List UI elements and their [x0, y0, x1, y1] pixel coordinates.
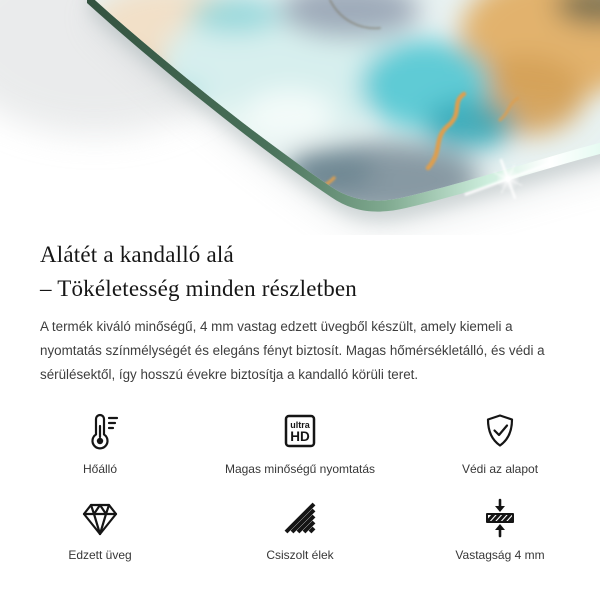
feature-label: Védi az alapot — [461, 462, 539, 476]
heading-line-2: – Tökéletesség minden részletben — [40, 276, 358, 301]
heading-line-1: Alátét a kandalló alá — [40, 242, 234, 267]
feature-tempered-glass — [0, 496, 200, 562]
feature-grid — [0, 410, 600, 562]
shield-check-icon — [478, 410, 522, 454]
feature-label: Edzett üveg — [68, 548, 132, 562]
product-description-section — [0, 235, 600, 387]
feature-ultra-hd-print — [200, 410, 400, 476]
ultra-hd-icon — [278, 410, 322, 454]
product-description-text: A termék kiváló minőségű, 4 mm vastag edzett üvegből készült, amely kiemeli a nyomtatás színmélységét és elegáns fényt biztosít. Magas hőmérsékletálló, és védi a sérülésektől, így hosszú évekre biztosítja a kandalló körüli teret. — [40, 319, 545, 382]
feature-label: Vastagság 4 mm — [455, 548, 545, 562]
feature-protects-base — [400, 410, 600, 476]
feature-label: Hőálló — [82, 462, 118, 476]
product-hero-image — [0, 0, 600, 235]
feature-heat-resistant — [0, 410, 200, 476]
svg-text:ultra: ultra — [290, 420, 310, 430]
section-heading — [40, 235, 560, 306]
thermometer-icon — [78, 410, 122, 454]
polished-edges-icon — [278, 496, 322, 540]
feature-label: Csiszolt élek — [266, 548, 334, 562]
glass-panel-illustration — [0, 0, 600, 235]
thickness-icon — [478, 496, 522, 540]
diamond-icon — [78, 496, 122, 540]
svg-text:HD: HD — [290, 429, 310, 444]
feature-thickness-4mm — [400, 496, 600, 562]
feature-label: Magas minőségű nyomtatás — [224, 462, 376, 476]
feature-polished-edges — [200, 496, 400, 562]
